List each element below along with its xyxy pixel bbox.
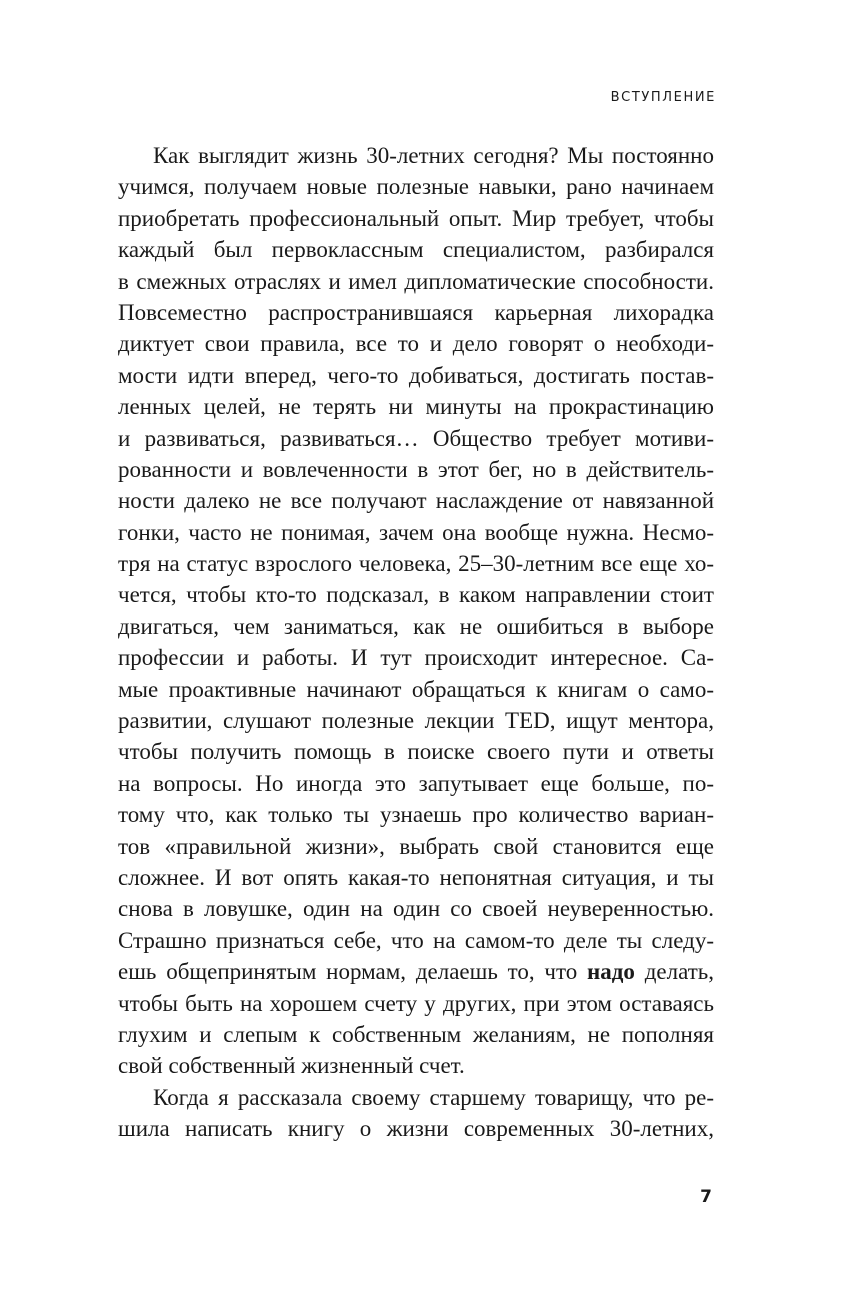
- text-line: чется, чтобы кто-то подсказал, в каком направлении стоит: [118, 582, 714, 608]
- text-line: профессии и работы. И тут происходит интересное. Са-: [118, 645, 714, 671]
- text-line: рованности и вовлеченности в этот бег, но в действитель-: [118, 456, 714, 482]
- text-line: чтобы быть на хорошем счету у других, при этом оставаясь: [118, 990, 714, 1016]
- text-segment: ешь общепринятым нормам, делаешь то, что: [118, 959, 588, 985]
- text-line: мости идти вперед, чего-то добиваться, достигать постав-: [118, 362, 714, 388]
- text-line: Когда я рассказала своему старшему товарищу, что ре-: [153, 1084, 714, 1110]
- text-line: Страшно признаться себе, что на самом-то деле ты следу-: [118, 927, 714, 953]
- text-line: тря на статус взрослого человека, 25–30-летним все еще хо-: [118, 551, 714, 577]
- text-line: мые проактивные начинают обращаться к книгам о само-: [118, 676, 714, 702]
- text-line: свой собственный жизненный счет.: [118, 1053, 465, 1079]
- text-line: глухим и слепым к собственным желаниям, не пополняя: [118, 1021, 714, 1047]
- text-line: двигаться, чем заниматься, как не ошибиться в выборе: [118, 613, 714, 639]
- text-line: тов «правильной жизни», выбрать свой становится еще: [118, 833, 714, 859]
- text-line: развитии, слушают полезные лекции TED, ищут ментора,: [118, 708, 714, 734]
- text-line: диктует свои правила, все то и дело говорят о необходи-: [118, 331, 714, 357]
- text-line: чтобы получить помощь в поиске своего пути и ответы: [118, 739, 714, 765]
- text-line: на вопросы. Но иногда это запутывает еще больше, по-: [118, 770, 714, 796]
- text-line: тому что, как только ты узнаешь про количество вариан-: [118, 802, 714, 828]
- text-line: Повсеместно распространившаяся карьерная лихорадка: [118, 299, 714, 325]
- text-line: снова в ловушке, один на один со своей неуверенностью.: [118, 896, 714, 922]
- text-line: гонки, часто не понимая, зачем она вообще нужна. Несмо-: [118, 519, 714, 545]
- text-line-with-emphasis: [118, 956, 714, 987]
- text-segment: делать,: [634, 959, 714, 985]
- text-line: учимся, получаем новые полезные навыки, рано начинаем: [118, 174, 714, 200]
- page-number: 7: [700, 1187, 712, 1207]
- text-line: и развиваться, развиваться… Общество требует мотиви-: [118, 425, 714, 451]
- text-line: ленных целей, не терять ни минуты на прокрастинацию: [118, 394, 714, 420]
- text-line: в смежных отраслях и имел дипломатические способности.: [118, 268, 714, 294]
- body-text: [118, 140, 714, 1145]
- text-line: каждый был первоклассным специалистом, разбирался: [118, 237, 714, 263]
- text-line: сложнее. И вот опять какая-то непонятная ситуация, и ты: [118, 864, 714, 890]
- text-line: шила написать книгу о жизни современных 30-летних,: [118, 1116, 714, 1142]
- text-line: Как выглядит жизнь 30-летних сегодня? Мы постоянно: [153, 143, 714, 168]
- running-head: ВСТУПЛЕНИЕ: [610, 90, 716, 105]
- emphasized-word: надо: [587, 959, 635, 985]
- text-line: ности далеко не все получают наслаждение от навязанной: [118, 488, 714, 514]
- text-line: приобретать профессиональный опыт. Мир требует, чтобы: [118, 205, 714, 231]
